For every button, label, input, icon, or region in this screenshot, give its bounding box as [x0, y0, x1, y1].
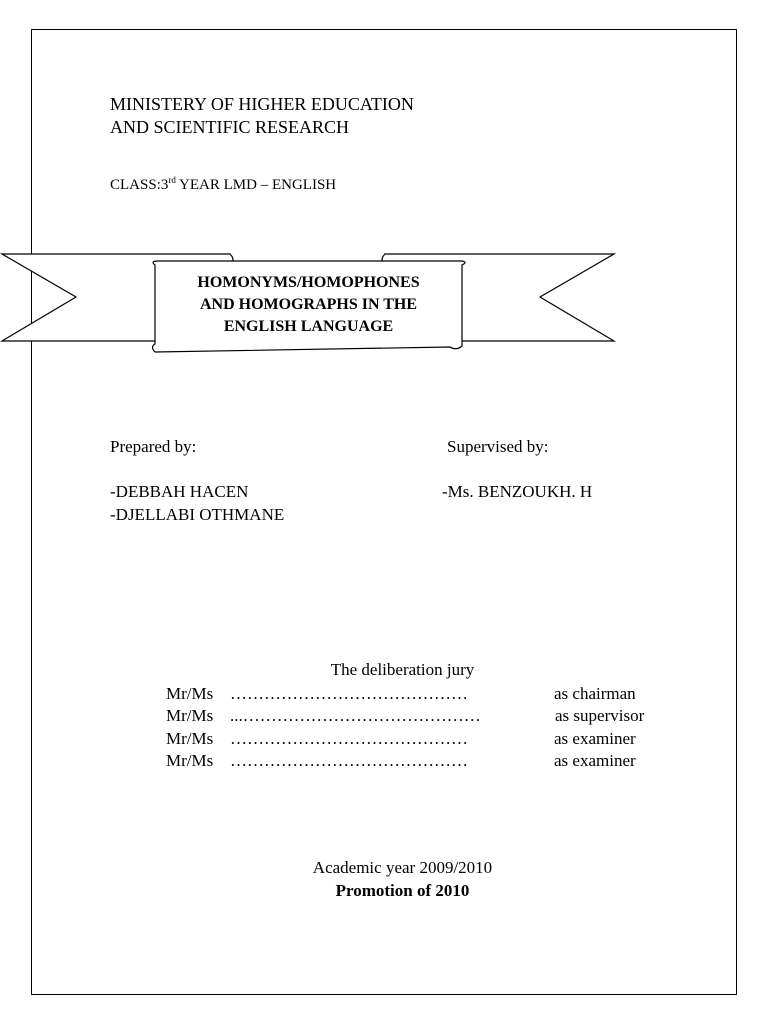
title-line-1: HOMONYMS/HOMOPHONES	[197, 274, 420, 291]
ministry-line-1: MINISTERY OF HIGHER EDUCATION	[110, 94, 414, 114]
author-name-2: -DJELLABI OTHMANE	[110, 505, 285, 524]
title-line-3: ENGLISH LANGUAGE	[223, 318, 394, 335]
supervised-by-label: Supervised by:	[447, 437, 549, 456]
jury-row	[166, 683, 666, 705]
academic-year: Academic year 2009/2010	[312, 858, 493, 877]
jury-role: as examiner	[554, 729, 636, 748]
jury-blank-line: ...……………………………………	[230, 706, 481, 725]
promotion: Promotion of 2010	[335, 881, 470, 900]
jury-role: as chairman	[554, 684, 636, 703]
document-title	[155, 272, 462, 338]
jury-blank-line: ……………………………………	[230, 684, 468, 703]
jury-prefix: Mr/Ms	[166, 729, 214, 748]
prepared-by-label: Prepared by:	[110, 437, 197, 456]
jury-row	[166, 750, 666, 772]
jury-title: The deliberation jury	[330, 660, 475, 679]
class-suffix: YEAR LMD – ENGLISH	[175, 177, 337, 193]
class-prefix: CLASS:3	[110, 177, 169, 193]
jury-prefix: Mr/Ms	[166, 684, 214, 703]
supervisor-name: -Ms. BENZOUKH. H	[442, 482, 593, 501]
jury-blank-line: ……………………………………	[230, 751, 468, 770]
jury-row	[166, 705, 666, 727]
jury-prefix: Mr/Ms	[166, 751, 214, 770]
class-line	[110, 175, 336, 194]
jury-prefix: Mr/Ms	[166, 706, 214, 725]
ministry-line-2: AND SCIENTIFIC RESEARCH	[110, 117, 350, 137]
jury-blank-line: ……………………………………	[230, 729, 468, 748]
jury-role: as examiner	[554, 751, 636, 770]
jury-role: as supervisor	[555, 706, 645, 725]
class-superscript: rd	[168, 175, 176, 185]
title-line-2: AND HOMOGRAPHS IN THE	[199, 296, 418, 313]
author-name-1: -DEBBAH HACEN	[110, 482, 249, 501]
jury-row	[166, 728, 666, 750]
